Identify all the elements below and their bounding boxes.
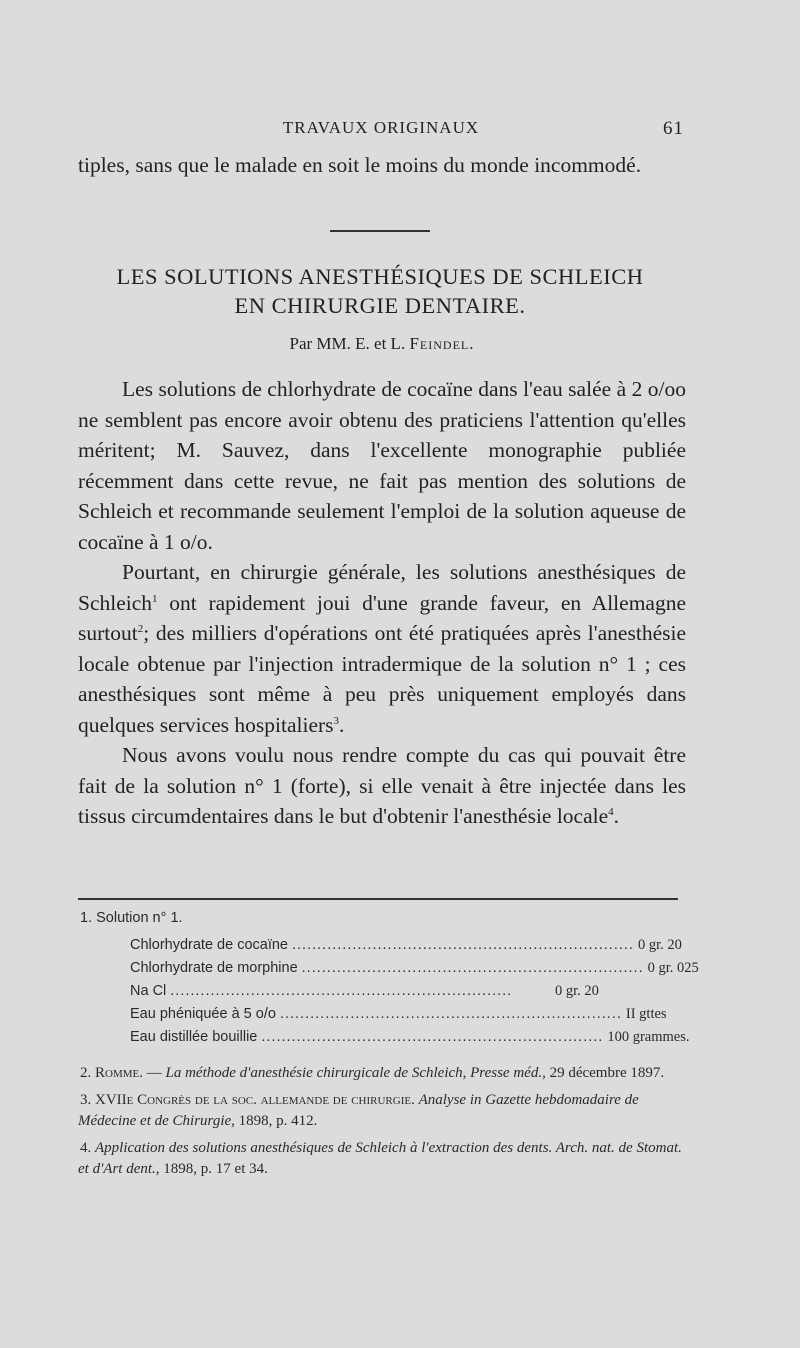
- recipe-quantity: 0 gr. 20: [555, 983, 599, 999]
- footnote-3-number: 3.: [80, 1092, 92, 1108]
- recipe-quantity: 0 gr. 20: [637, 937, 682, 953]
- leader-dots: ....................................................................: [170, 983, 513, 999]
- paragraph-1: Les solutions de chlorhydrate de cocaïne dans l'eau salée à 2 o/oo ne semblent pas encore avoir obtenu des praticiens l'attention qu'elles méritent; M. Sauvez, dans l'excellente monographie publiée récemment dans cette revue, ne fait pas mention des solutions de Schleich et recommande seulement l'emploi de la solution aqueuse de cocaïne à 1 o/o.: [78, 377, 686, 554]
- article-body: [78, 374, 686, 832]
- byline-prefix: Par MM. E. et L.: [289, 334, 406, 353]
- recipe-row: [130, 957, 699, 980]
- byline: [78, 334, 686, 354]
- footnote-3-details: , 1898, p. 412.: [231, 1113, 318, 1129]
- footnote-4-details: , 1898, p. 17 et 34.: [155, 1161, 268, 1177]
- article-title-line2: EN CHIRURGIE DENTAIRE.: [234, 293, 526, 318]
- paragraph-2-text-c: ; des milliers d'opérations ont été pratiquées après l'anesthésie locale obtenue par l'injection intradermique de la solution n° 1 ; ces anesthésiques sont même à peu près uniquement employés dans quelques services hospitaliers: [78, 621, 686, 737]
- footnote-3-congress: XVIIe Congrès de la soc. allemande de chirurgie.: [95, 1092, 415, 1108]
- paragraph-2-text-b: ont rapidement joui d'une grande faveur, en Allemagne surtout: [78, 590, 686, 645]
- footnote-divider: [78, 898, 678, 900]
- footnote-2-author: Romme.: [95, 1065, 143, 1081]
- leader-dots: ....................................................................: [261, 1029, 604, 1045]
- recipe-ingredient: Chlorhydrate de morphine: [130, 960, 298, 976]
- recipe-ingredient: Na Cl: [130, 983, 167, 999]
- leader-dots: ....................................................................: [292, 937, 634, 953]
- footnotes: [78, 910, 699, 1180]
- paragraph-2-text-d: .: [339, 712, 345, 737]
- paragraph-3-text-a: Nous avons voulu nous rendre compte du cas qui pouvait être fait de la solution n° 1 (forte), si elle venait à être injectée dans les tissus circumdentaires dans le but d'obtenir l'anesthésie locale: [78, 743, 686, 828]
- leader-dots: ....................................................................: [301, 960, 644, 976]
- paragraph-2-text-a: Pourtant, en chirurgie générale, les solutions anesthésiques de Schleich: [78, 560, 686, 615]
- footnote-2: 2. Romme. — La méthode d'anesthésie chirurgicale de Schleich, Presse méd., 29 décembre 1897.: [80, 1065, 665, 1081]
- footnote-ref-1[interactable]: 1: [152, 592, 158, 605]
- recipe-quantity: 100 grammes.: [607, 1029, 690, 1045]
- paragraph-3: [78, 740, 686, 832]
- recipe-ingredient: Chlorhydrate de cocaïne: [130, 937, 288, 953]
- recipe-ingredient: Eau distillée bouillie: [130, 1029, 258, 1045]
- recipe-row: [130, 1026, 690, 1049]
- recipe-row: [130, 980, 670, 1003]
- page-number: 61: [663, 118, 684, 139]
- intro-paragraph: [78, 150, 686, 181]
- footnote-4: [78, 1138, 686, 1180]
- intro-text: tiples, sans que le malade en soit le moins du monde incommodé.: [78, 153, 642, 177]
- recipe-quantity: 0 gr. 025: [647, 960, 699, 976]
- paragraph-2: [78, 557, 686, 740]
- footnote-4-number: 4.: [80, 1140, 92, 1156]
- footnote-2-number: 2.: [80, 1065, 92, 1081]
- recipe-list: [130, 934, 699, 1049]
- section-divider: [330, 230, 430, 232]
- article-title: [60, 262, 700, 320]
- footnote-1-heading: 1. Solution n° 1.: [80, 910, 183, 926]
- footnote-ref-4[interactable]: 4: [608, 805, 614, 818]
- footnote-2-title: La méthode d'anesthésie chirurgicale de Schleich, Presse méd.: [165, 1065, 543, 1081]
- paragraph-3-text-b: .: [613, 804, 620, 828]
- author-name: Feindel.: [409, 334, 475, 353]
- footnote-ref-2[interactable]: 2: [137, 622, 144, 635]
- recipe-ingredient: Eau phéniquée à 5 o/o: [130, 1006, 276, 1022]
- footnote-2-details: , 29 décembre 1897.: [542, 1065, 665, 1081]
- article-title-line1: LES SOLUTIONS ANESTHÉSIQUES DE SCHLEICH: [116, 264, 644, 289]
- footnote-4-title: Application des solutions anesthésiques de Schleich à l'extraction des dents. Arch. nat. de Stomat. et d'Art dent.: [78, 1140, 682, 1177]
- recipe-quantity: II gttes: [625, 1006, 667, 1022]
- footnote-3-title: Analyse in Gazette hebdomadaire de Médecine et de Chirurgie: [78, 1092, 639, 1129]
- recipe-row: [130, 934, 682, 957]
- footnote-ref-3[interactable]: 3: [333, 714, 340, 727]
- footnote-3: [78, 1090, 686, 1132]
- leader-dots: ....................................................................: [279, 1006, 622, 1022]
- running-head-title: TRAVAUX ORIGINAUX: [282, 118, 480, 137]
- recipe-row: [130, 1003, 670, 1026]
